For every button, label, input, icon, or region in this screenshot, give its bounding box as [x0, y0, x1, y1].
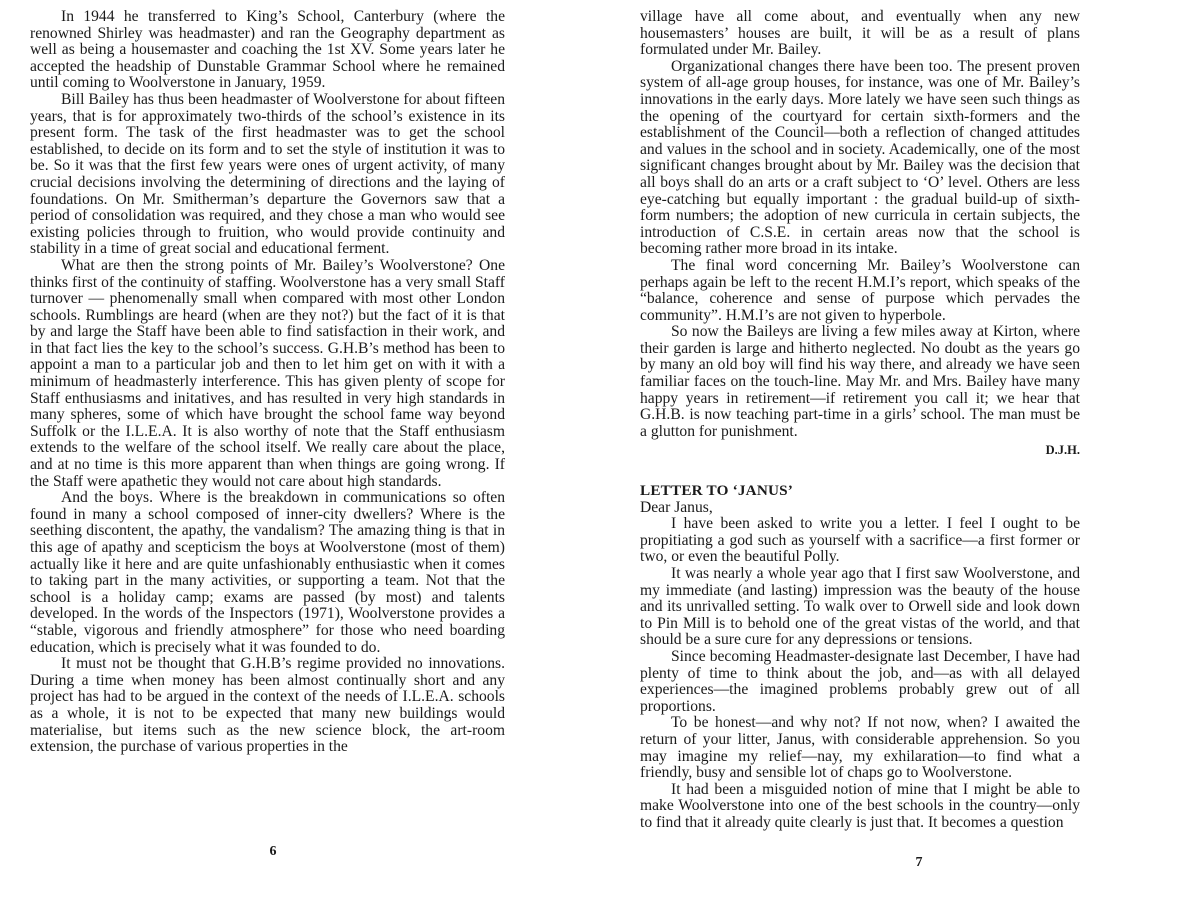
paragraph: Organizational changes there have been too. The present proven system of all-age group houses, for instance, was one of Mr. Bailey’s innovations in the early days. More lately we have seen such things as the opening of the courtyard for certain sixth-formers and the establishment of the Council—both a reflection of changed attitudes and values in the school and in society. Academically, one of the most significant changes brought about by Mr. Bailey was the decision that all boys shall do an arts or a craft subject to ‘O’ level. Others are less eye-catching but equally important : the gradual build-up of sixth-form numbers; the adoption of new curricula in certain subjects, the introduction of C.S.E. in certain areas now that the school is becoming rather more broad in its intake.	[640, 57, 1080, 258]
letter-salutation: Dear Janus,	[640, 498, 713, 516]
paragraph: In 1944 he transferred to King’s School, Canterbury (where the renowned Shirley was headmaster) and ran the Geography department as well as being a housemaster and coaching the 1st XV. Some years later he accepted the headship of Dunstable Grammar School where he remained until coming to Woolverstone in January, 1959.	[30, 8, 505, 92]
page-number: 6	[269, 844, 277, 859]
left-page-text	[30, 9, 505, 756]
section-heading: LETTER TO ‘JANUS’	[640, 482, 794, 500]
paragraph: It had been a misguided notion of mine that I might be able to make Woolverstone into one of the best schools in the country—only to find that it already quite clearly is just that. It becomes a question	[640, 780, 1080, 831]
paragraph: The final word concerning Mr. Bailey’s Woolverstone can perhaps again be left to the recent H.M.I’s report, which speaks of the “balance, coherence and sense of purpose which pervades the community”. H.M.I’s are not given to hyperbole.	[640, 256, 1080, 324]
right-page-text	[640, 9, 1080, 832]
paragraph: Since becoming Headmaster-designate last December, I have had plenty of time to think about the job, and—as with all delayed experiences—the imagined problems probably grew out of all proportions.	[640, 647, 1080, 715]
paragraph-continuation: village have all come about, and eventually when any new housemasters’ houses are built, it will be as a result of plans formulated under Mr. Bailey.	[640, 8, 1080, 59]
author-signature: D.J.H.	[1045, 443, 1080, 458]
paragraph: Bill Bailey has thus been headmaster of Woolverstone for about fifteen years, that is for approximately two-thirds of the school’s existence in its present form. The task of the first headmaster was to get the school established, to decide on its form and to set the style of institution it was to be. So it was that the first few years were ones of urgent activity, of many crucial decisions involving the determining of directions and the laying of foundations. On Mr. Smitherman’s departure the Governors saw that a period of consolidation was required, and they chose a man who would see existing policies through to fruition, who would provide continuity and stability in a time of great social and educational ferment.	[30, 90, 505, 258]
paragraph: It must not be thought that G.H.B’s regime provided no innovations. During a time when money has been almost continually short and any project has had to be argued in the context of the needs of I.L.E.A. schools as a whole, it is not to be expected that many new buildings would materialise, but items such as the new science block, the art-room extension, the purchase of various properties in the	[30, 655, 505, 756]
right-page	[591, 0, 1182, 900]
paragraph: It was nearly a whole year ago that I first saw Woolverstone, and my immediate (and lasting) impression was the beauty of the house and its unrivalled setting. To walk over to Orwell side and look down to Pin Mill is to behold one of the great vistas of the world, and that should be a sure cure for any depressions or tensions.	[640, 565, 1080, 649]
page-number: 7	[915, 855, 923, 870]
paragraph: To be honest—and why not? If not now, when? I awaited the return of your litter, Janus, with considerable apprehension. So you may imagine my relief—nay, my exhilaration—to find what a friendly, busy and sensible lot of chaps go to Woolverstone.	[640, 714, 1080, 782]
paragraph: What are then the strong points of Mr. Bailey’s Woolverstone? One thinks first of the continuity of staffing. Woolverstone has a very small Staff turnover — phenomenally small when compared with most other London schools. Rumblings are heard (when are they not?) but the fact of it is that by and large the Staff have been able to find satisfaction in their work, and in that fact lies the key to the school’s success. G.H.B’s method has been to appoint a man to a particular job and then to let him get on with it with a minimum of headmasterly interference. This has given plenty of scope for Staff enthusiasms and initatives, and has resulted in very high standards in many spheres, some of which have brought the school fame way beyond Suffolk or the I.L.E.A. It is also worthy of note that the Staff enthusiasm extends to the welfare of the school itself. We really care about the place, and at no time is this more apparent than when things are going wrong. If the Staff were apathetic they would not care about high standards.	[30, 256, 505, 490]
paragraph: I have been asked to write you a letter. I feel I ought to be propitiating a god such as yourself with a sacrifice—a first former or two, or even the beautiful Polly.	[640, 515, 1080, 566]
paragraph: And the boys. Where is the breakdown in communications so often found in many a school composed of inner-city dwellers? Where is the seething discontent, the apathy, the vandalism? The amazing thing is that in this age of apathy and scepticism the boys at Woolverstone (most of them) actually like it here and are quite unfashionably enthusiastic when it comes to taking part in the many activities, or supporting a team. Not that the school is a holiday camp; exams are passed (by most) and talents developed. In the words of the Inspectors (1971), Woolverstone provides a “stable, vigorous and friendly atmosphere” for those who need boarding education, which is precisely what it was founded to do.	[30, 489, 505, 656]
paragraph: So now the Baileys are living a few miles away at Kirton, where their garden is large and hitherto neglected. No doubt as the years go by many an old boy will find his way there, and already we have seen familiar faces on the touch-line. May Mr. and Mrs. Bailey have many happy years in retirement—if retirement you call it; we hear that G.H.B. is now teaching part-time in a girls’ school. The man must be a glutton for punishment.	[640, 323, 1080, 440]
